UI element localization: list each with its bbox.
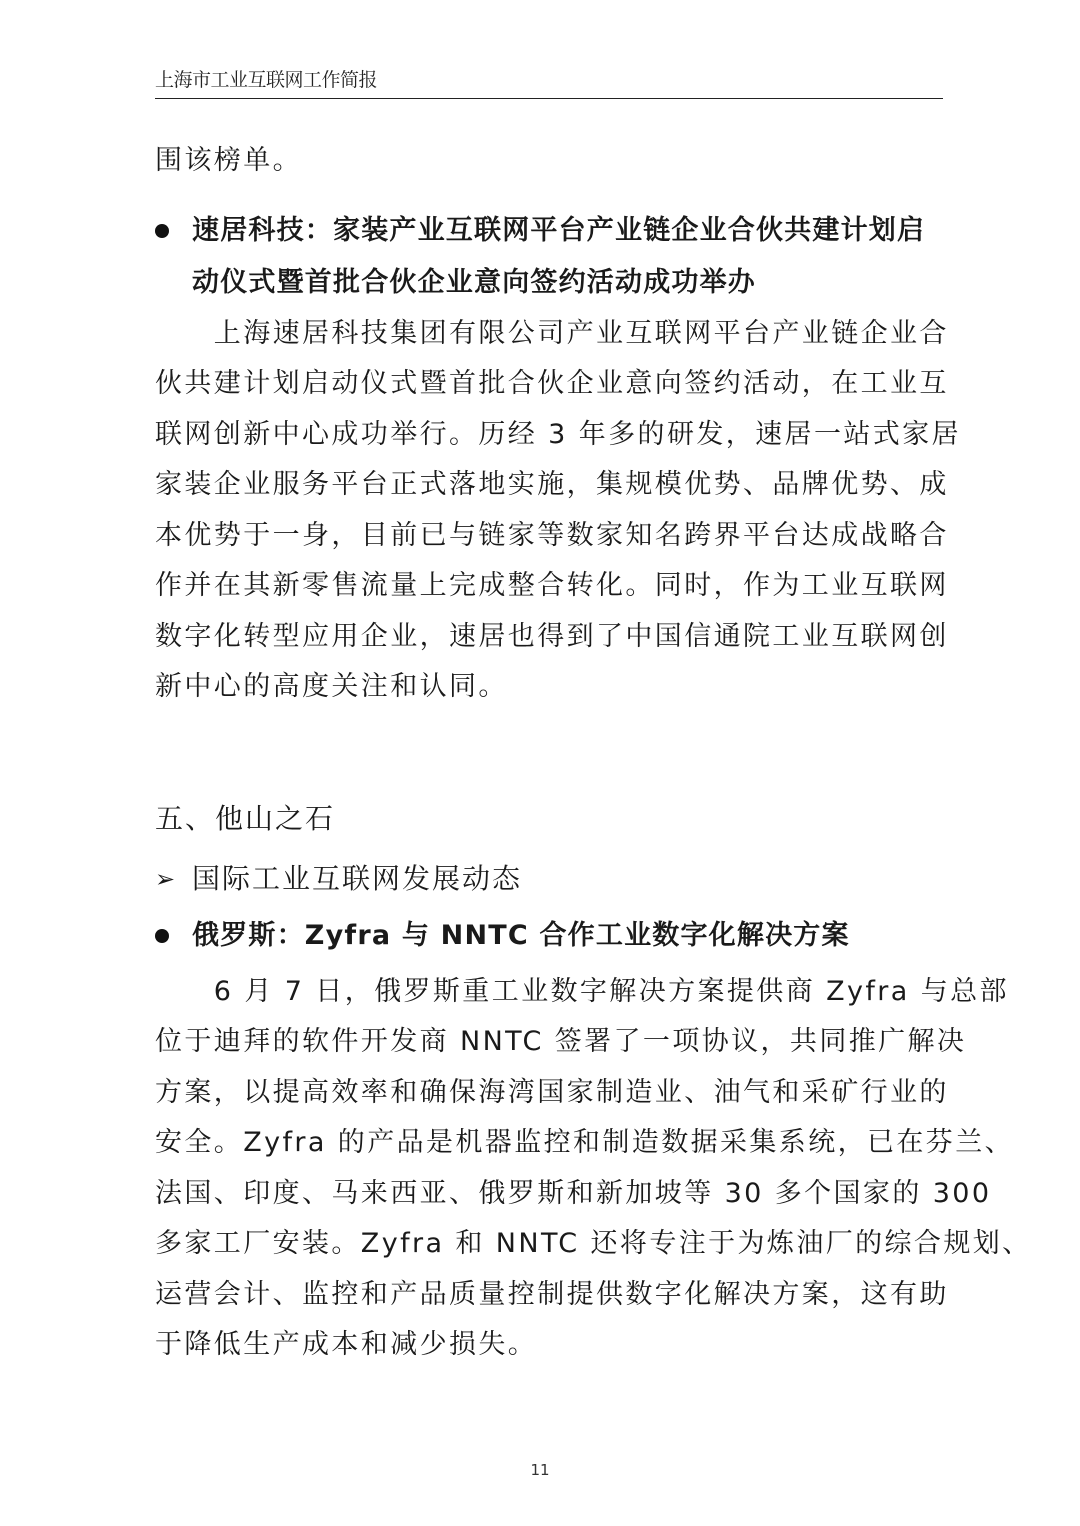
article2-body-line: 位于迪拜的软件开发商 NNTC 签署了一项协议，共同推广解决 bbox=[155, 1026, 967, 1057]
article1-body-line: 新中心的高度关注和认同。 bbox=[155, 671, 508, 702]
section-heading: 五、他山之石 bbox=[155, 802, 336, 835]
article2-body-line: 方案，以提高效率和确保海湾国家制造业、油气和采矿行业的 bbox=[155, 1077, 949, 1108]
article2-body-line: 安全。Zyfra 的产品是机器监控和制造数据采集系统，已在芬兰、 bbox=[155, 1127, 1015, 1158]
article1-body-line: 本优势于一身，目前已与链家等数家知名跨界平台达成战略合 bbox=[155, 520, 949, 551]
intro-continuation: 围该榜单。 bbox=[155, 145, 302, 176]
section-subheading: 国际工业互联网发展动态 bbox=[192, 862, 523, 895]
article1-body-line: 数字化转型应用企业，速居也得到了中国信通院工业互联网创 bbox=[155, 621, 949, 652]
article1-body-line: 联网创新中心成功举行。历经 3 年多的研发，速居一站式家居 bbox=[155, 419, 961, 450]
article2-body-line: 运营会计、监控和产品质量控制提供数字化解决方案，这有助 bbox=[155, 1279, 949, 1310]
arrow-bullet-icon: ➢ bbox=[155, 865, 176, 893]
bullet-icon bbox=[155, 224, 169, 238]
article1-body-line: 作并在其新零售流量上完成整合转化。同时，作为工业互联网 bbox=[155, 570, 949, 601]
bullet-icon bbox=[155, 929, 169, 943]
page-number: 11 bbox=[530, 1461, 550, 1479]
article1-title-line-1: 速居科技：家装产业互联网平台产业链企业合伙共建计划启 bbox=[192, 215, 926, 246]
article2-title: 俄罗斯：Zyfra 与 NNTC 合作工业数字化解决方案 bbox=[192, 920, 850, 951]
article1-title-line-2: 动仪式暨首批合伙企业意向签约活动成功举办 bbox=[192, 267, 756, 298]
article1-body-line: 上海速居科技集团有限公司产业互联网平台产业链企业合 bbox=[155, 318, 949, 349]
article2-body-line: 法国、印度、马来西亚、俄罗斯和新加坡等 30 多个国家的 300 bbox=[155, 1178, 992, 1209]
article2-body-line: 6 月 7 日，俄罗斯重工业数字解决方案提供商 Zyfra 与总部 bbox=[155, 976, 1009, 1007]
header-title: 上海市工业互联网工作简报 bbox=[155, 69, 378, 91]
article2-body-line: 多家工厂安装。Zyfra 和 NNTC 还将专注于为炼油厂的综合规划、 bbox=[155, 1228, 1032, 1259]
article1-body-line: 伙共建计划启动仪式暨首批合伙企业意向签约活动，在工业互 bbox=[155, 368, 949, 399]
article1-body-line: 家装企业服务平台正式落地实施，集规模优势、品牌优势、成 bbox=[155, 469, 949, 500]
page-header bbox=[155, 66, 943, 99]
article2-body-line: 于降低生产成本和减少损失。 bbox=[155, 1329, 538, 1360]
